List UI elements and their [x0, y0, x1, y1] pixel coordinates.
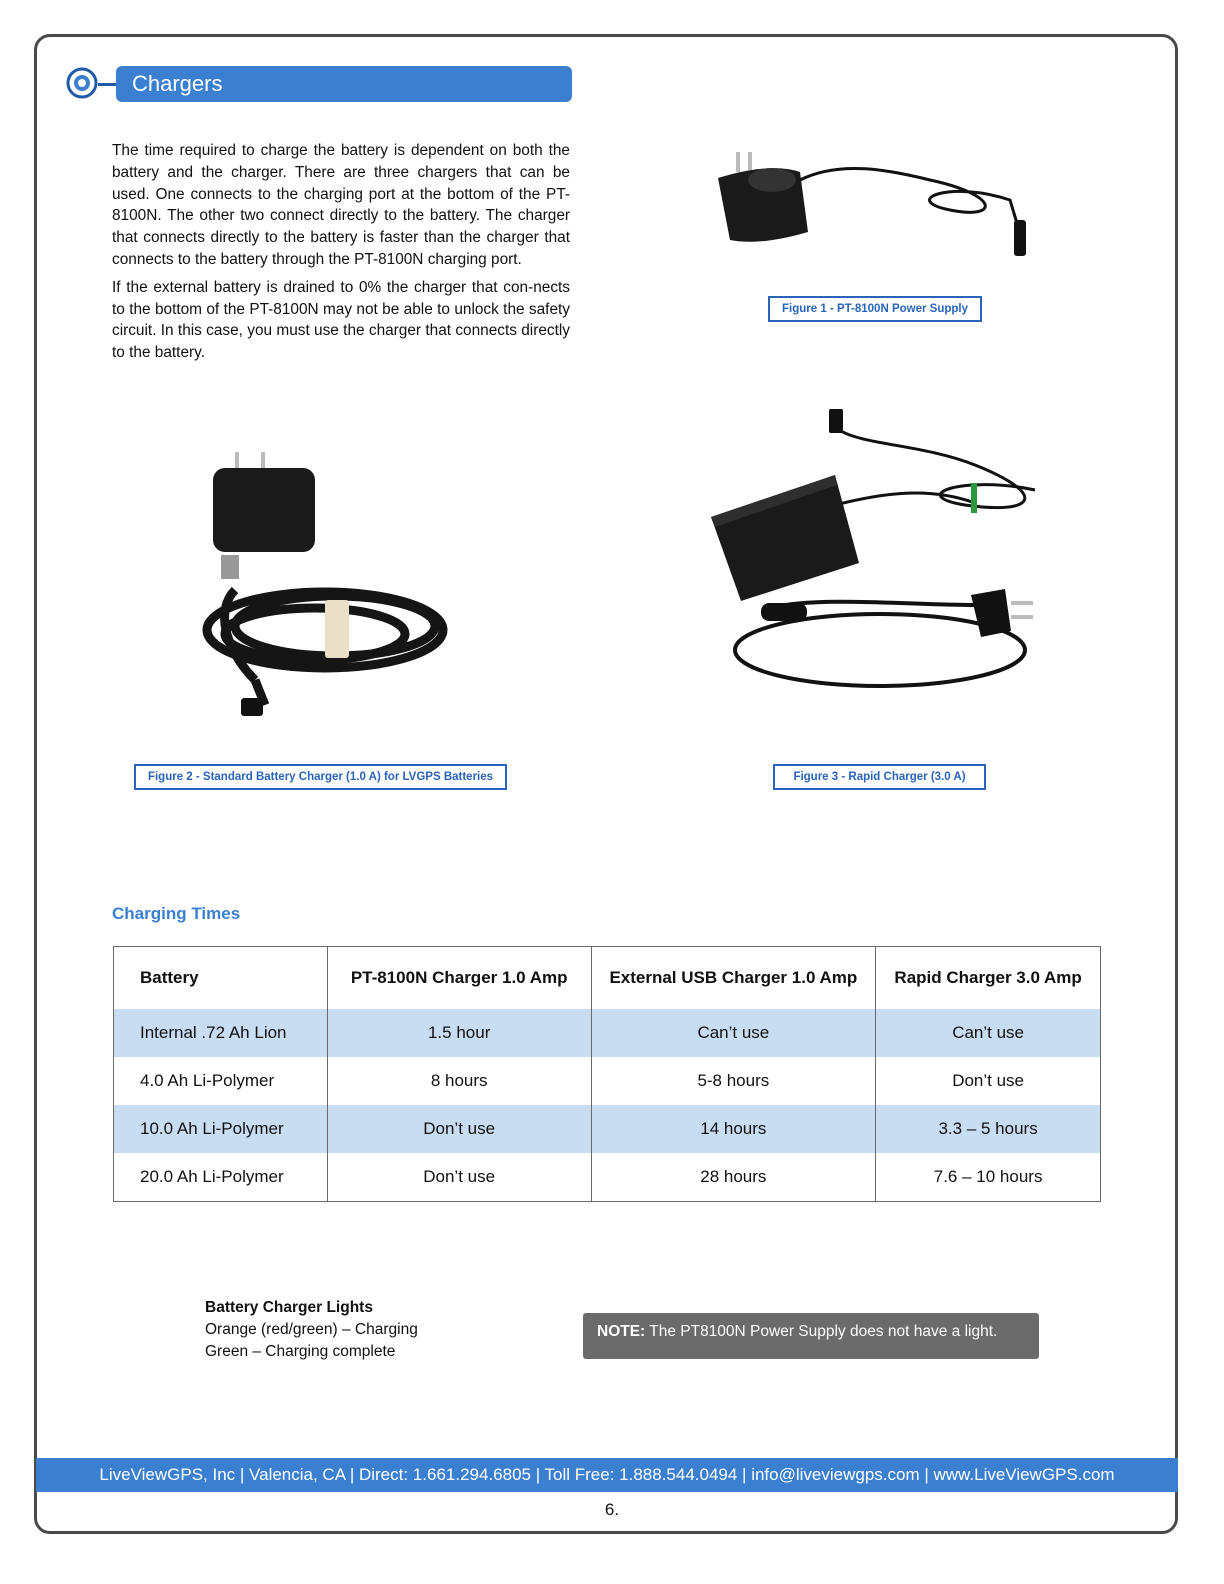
- charger-light-complete: Green – Charging complete: [205, 1343, 396, 1360]
- table-cell: Don’t use: [876, 1057, 1101, 1105]
- table-row: [114, 1153, 1101, 1202]
- table-cell: Can’t use: [876, 1009, 1101, 1057]
- figure-1-caption: Figure 1 - PT-8100N Power Supply: [768, 296, 982, 322]
- table-row: [114, 1105, 1101, 1153]
- charger-lights-title: Battery Charger Lights: [205, 1299, 373, 1316]
- intro-paragraph-1: The time required to charge the battery is dependent on both the battery and the charger. There are three chargers that can be used. One connects to the charging port at the bottom of the PT-8100N. The other two connect directly to the battery. The charger that connects directly to the battery is faster than the charger that connects to the battery through the PT-8100N charging port.: [112, 142, 570, 268]
- charging-times-heading: Charging Times: [112, 904, 241, 923]
- section-title: Chargers: [116, 66, 572, 102]
- header-external-usb-charger: External USB Charger 1.0 Amp: [591, 947, 876, 1010]
- note-text: The PT8100N Power Supply does not have a light.: [645, 1323, 998, 1340]
- table-cell: 28 hours: [591, 1153, 876, 1202]
- rapid-charger-photo: [705, 405, 1060, 705]
- intro-text: [112, 140, 570, 370]
- table-row: [114, 1009, 1101, 1057]
- note-box: [583, 1313, 1039, 1359]
- charger-light-charging: Orange (red/green) – Charging: [205, 1321, 418, 1338]
- table-cell: 7.6 – 10 hours: [876, 1153, 1101, 1202]
- header-rapid-charger: Rapid Charger 3.0 Amp: [876, 947, 1101, 1010]
- table-cell: 20.0 Ah Li-Polymer: [114, 1153, 328, 1202]
- ring-bullet-icon: [66, 67, 100, 101]
- charging-times-table: [113, 946, 1101, 1202]
- table-cell: 5-8 hours: [591, 1057, 876, 1105]
- table-cell: Don’t use: [327, 1153, 591, 1202]
- table-cell: 3.3 – 5 hours: [876, 1105, 1101, 1153]
- standard-charger-photo: [195, 450, 465, 725]
- table-row: [114, 1057, 1101, 1105]
- header-pt8100n-charger: PT-8100N Charger 1.0 Amp: [327, 947, 591, 1010]
- table-cell: 14 hours: [591, 1105, 876, 1153]
- table-cell: Don’t use: [327, 1105, 591, 1153]
- note-label: NOTE:: [597, 1323, 646, 1340]
- table-cell: 10.0 Ah Li-Polymer: [114, 1105, 328, 1153]
- intro-paragraph-2: If the external battery is drained to 0% the charger that con-nects to the bottom of the PT-8100N may not be able to unlock the safety circuit. In this case, you must use the charger that connects directly to the battery.: [112, 278, 570, 362]
- page-number: 6.: [604, 1500, 620, 1519]
- section-header: [66, 64, 572, 102]
- header-connector: [98, 83, 118, 86]
- table-cell: 4.0 Ah Li-Polymer: [114, 1057, 328, 1105]
- charger-lights-legend: [205, 1297, 418, 1363]
- power-supply-photo: [700, 140, 1050, 270]
- footer-contact-bar: LiveViewGPS, Inc | Valencia, CA | Direct: 1.661.294.6805 | Toll Free: 1.888.544.0494 | info@liveviewgps.com | www.LiveViewGPS.com: [36, 1458, 1178, 1492]
- table-cell: Can’t use: [591, 1009, 876, 1057]
- table-cell: 8 hours: [327, 1057, 591, 1105]
- figure-3-caption: Figure 3 - Rapid Charger (3.0 A): [773, 764, 986, 790]
- table-cell: 1.5 hour: [327, 1009, 591, 1057]
- table-header-row: [114, 947, 1101, 1010]
- figure-2-caption: Figure 2 - Standard Battery Charger (1.0 A) for LVGPS Batteries: [134, 764, 507, 790]
- table-cell: Internal .72 Ah Lion: [114, 1009, 328, 1057]
- header-battery: Battery: [114, 947, 328, 1010]
